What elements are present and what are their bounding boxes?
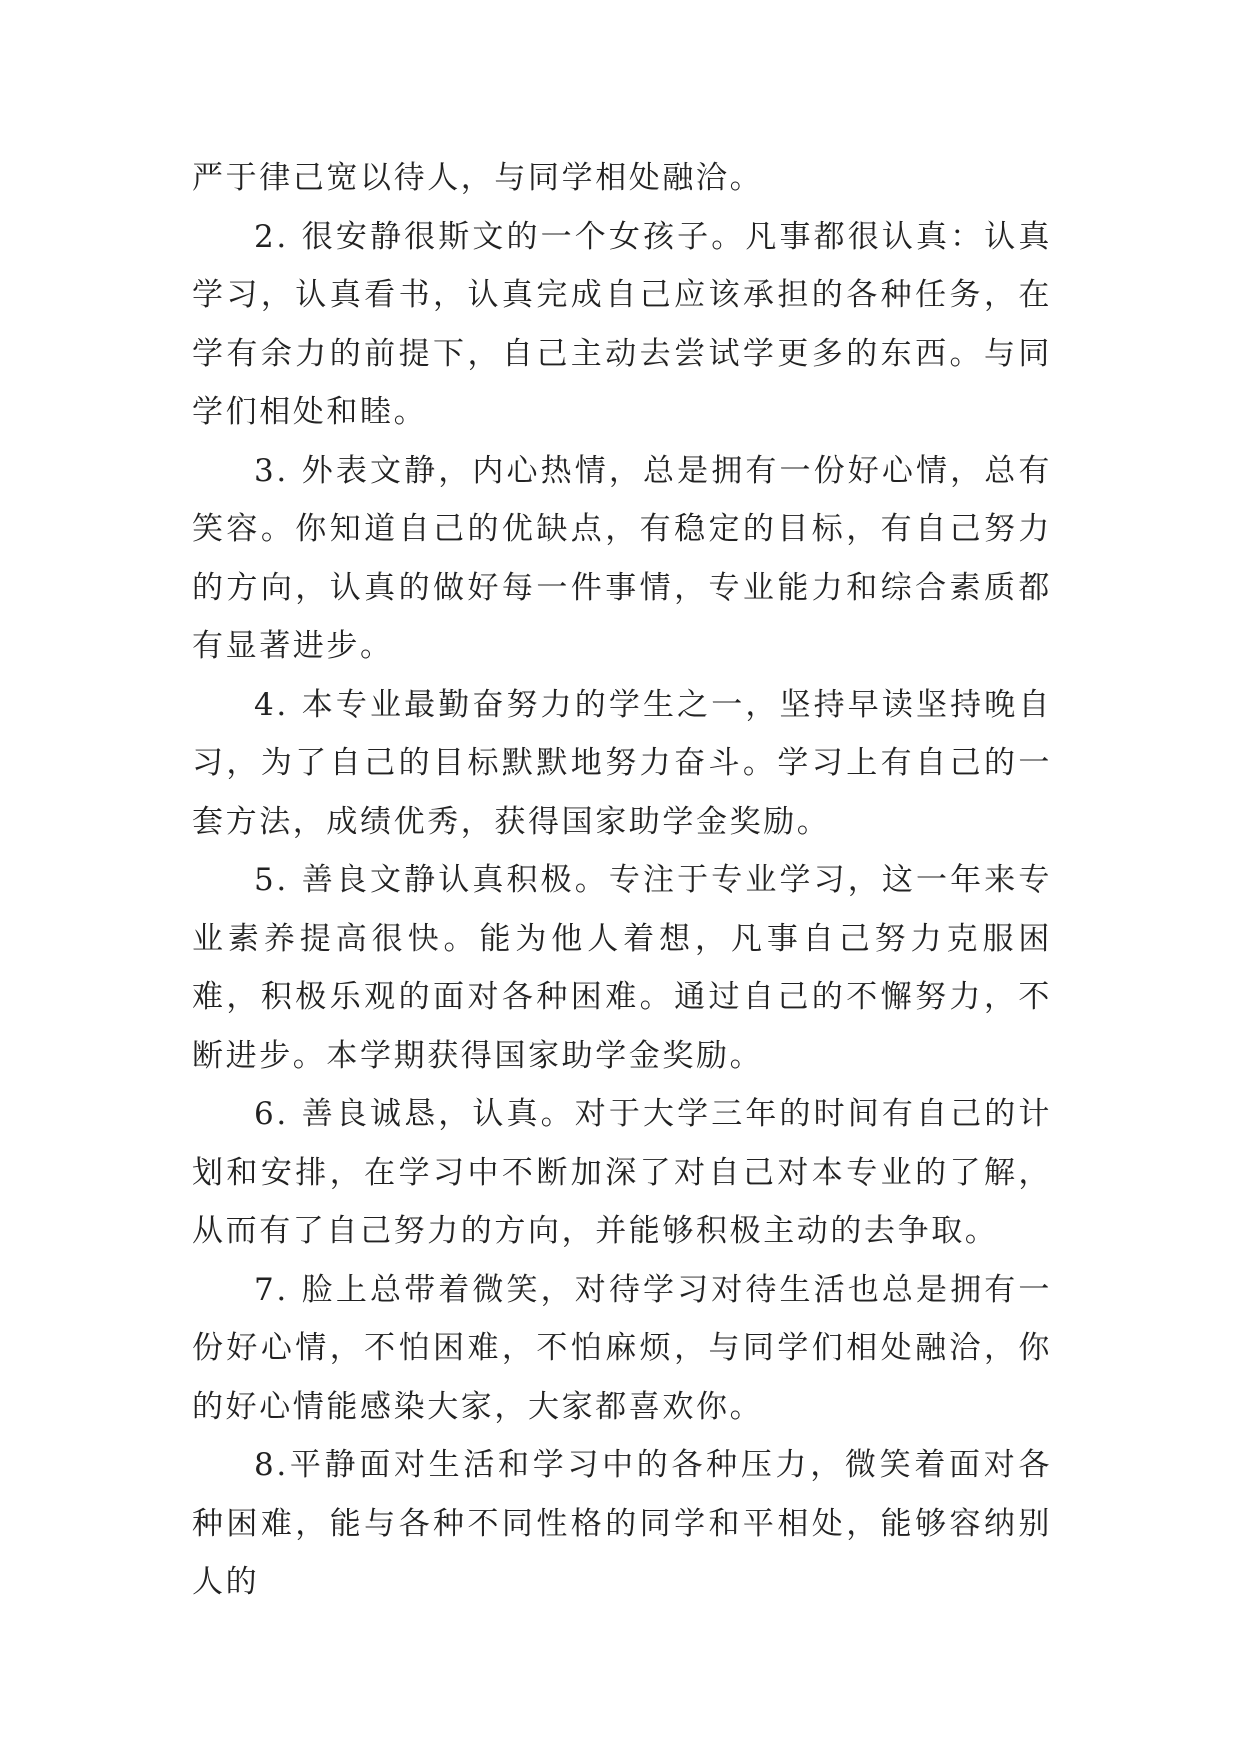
paragraph-item-3: 3. 外表文静，内心热情，总是拥有一份好心情，总有笑容。你知道自己的优缺点，有稳定的目标，有自己努力的方向，认真的做好每一件事情，专业能力和综合素质都有显著进步。 [192, 452, 1052, 664]
paragraph-item-6: 6. 善良诚恳，认真。对于大学三年的时间有自己的计划和安排，在学习中不断加深了对自己对本专业的了解，从而有了自己努力的方向，并能够积极主动的去争取。 [192, 1096, 1052, 1249]
paragraph-item-8: 8.平静面对生活和学习中的各种压力，微笑着面对各种困难，能与各种不同性格的同学和平相处，能够容纳别人的 [192, 1447, 1052, 1600]
paragraph-item-7: 7. 脸上总带着微笑，对待学习对待生活也总是拥有一份好心情，不怕困难，不怕麻烦，与同学们相处融洽，你的好心情能感染大家，大家都喜欢你。 [192, 1271, 1052, 1425]
paragraph-item-2: 2. 很安静很斯文的一个女孩子。凡事都很认真：认真学习，认真看书，认真完成自己应该承担的各种任务，在学有余力的前提下，自己主动去尝试学更多的东西。与同学们相处和睦。 [192, 218, 1052, 430]
paragraph-item-5: 5. 善良文静认真积极。专注于专业学习，这一年来专业素养提高很快。能为他人着想，凡事自己努力克服困难，积极乐观的面对各种困难。通过自己的不懈努力，不断进步。本学期获得国家助学金奖励。 [192, 862, 1052, 1074]
document-body [192, 149, 1052, 1612]
paragraph-continuation: 严于律己宽以待人，与同学相处融洽。 [192, 160, 764, 196]
paragraph-item-4: 4. 本专业最勤奋努力的学生之一，坚持早读坚持晚自习，为了自己的目标默默地努力奋斗。学习上有自己的一套方法，成绩优秀，获得国家助学金奖励。 [192, 686, 1052, 840]
